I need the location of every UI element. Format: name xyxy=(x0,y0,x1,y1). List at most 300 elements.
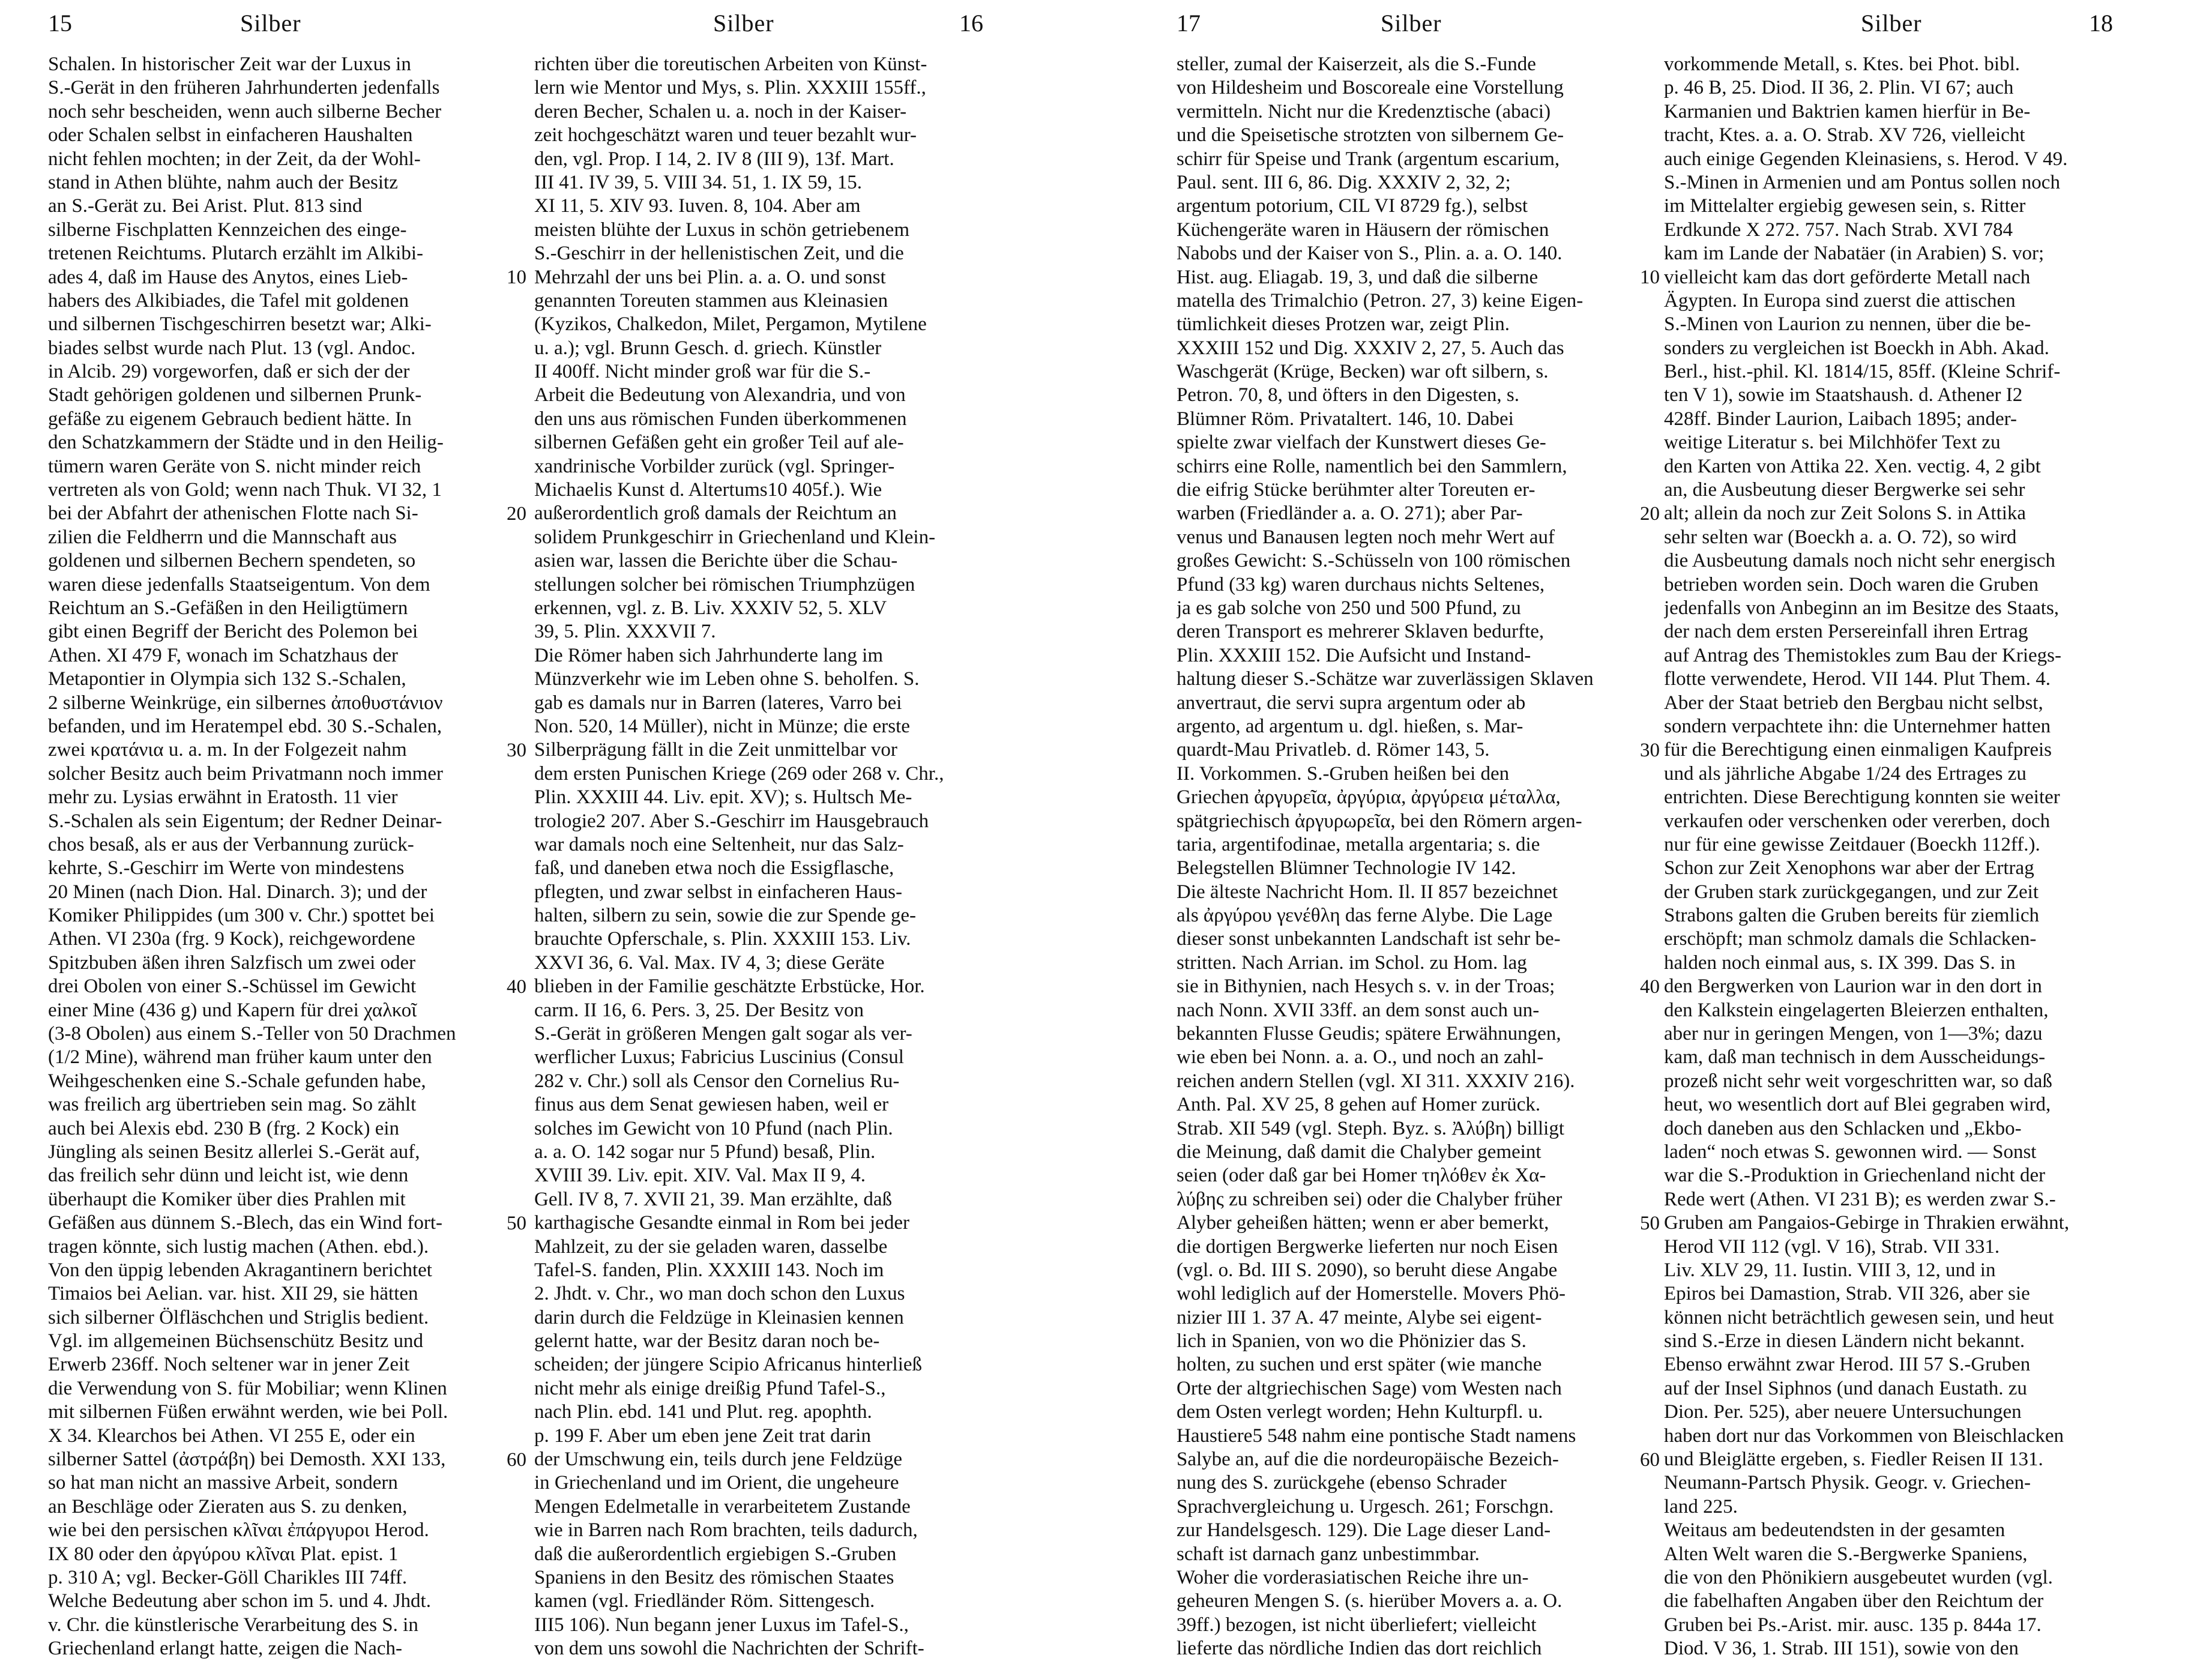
text-line: Weitaus am bedeutendsten in der gesamten xyxy=(1664,1519,2006,1542)
text-line: tümern waren Geräte von S. nicht minder reich xyxy=(48,455,421,477)
text-line: noch sehr bescheiden, wenn auch silberne Becher xyxy=(48,100,442,122)
text-line: Non. 520, 14 Müller), nicht in Münze; die erste xyxy=(534,715,910,737)
text-line: werflicher Luxus; Fabricius Luscinius (Consul xyxy=(534,1046,904,1069)
text-line: 428ff. Binder Laurion, Laibach 1895; ander- xyxy=(1664,408,2017,430)
text-line: was freilich arg übertrieben sein mag. So zählt xyxy=(48,1094,417,1116)
line-number-marker: 30 xyxy=(1640,739,1660,761)
text-line: ten V 1), sowie im Staatshaush. d. Athener I2 xyxy=(1664,384,2023,406)
text-line: biades selbst wurde nach Plut. 13 (vgl. Andoc. xyxy=(48,337,416,359)
text-line: Schon zur Zeit Xenophons war aber der Ertrag xyxy=(1664,857,2034,879)
text-line: die Verwendung von S. für Mobiliar; wenn Klinen xyxy=(48,1377,447,1399)
page-number-17: 17 xyxy=(1177,10,1201,37)
text-line: wohl lediglich auf der Homerstelle. Movers Phö- xyxy=(1177,1283,1566,1305)
text-line: haben dort nur das Vorkommen von Bleischlacken xyxy=(1664,1424,2064,1447)
text-line: stellungen solcher bei römischen Triumphzügen xyxy=(534,573,915,595)
text-line: den Karten von Attika 22. Xen. vectig. 4, 2 gibt xyxy=(1664,455,2041,477)
text-line: prozeß nicht sehr weit vorgeschritten war, so daß xyxy=(1664,1070,2052,1092)
text-line: war die S.-Produktion in Griechenland nicht der xyxy=(1664,1165,2046,1187)
text-line: erschöpft; man schmolz damals die Schlacken- xyxy=(1664,928,2037,950)
text-line: Alyber geheißen hätten; wenn er aber bemerkt, xyxy=(1177,1212,1549,1234)
running-head-right-2: Silber xyxy=(1861,10,1922,37)
text-line: außerordentlich groß damals der Reichtum an xyxy=(534,502,897,525)
text-line: X 34. Klearchos bei Athen. VI 255 E, oder ein xyxy=(48,1424,415,1447)
text-line: zilien die Feldherrn und die Mannschaft aus xyxy=(48,526,397,548)
text-line: Ägypten. In Europa sind zuerst die attischen xyxy=(1664,289,2016,312)
text-line: IX 80 oder den ἀργύρου κλῖναι Plat. epist. 1 xyxy=(48,1543,399,1565)
text-line: Plin. XXXIII 152. Die Aufsicht und Instand- xyxy=(1177,644,1531,666)
text-line: Spaniens in den Besitz des römischen Staates xyxy=(534,1567,894,1588)
text-line: dem ersten Punischen Kriege (269 oder 268 v. Chr., xyxy=(534,762,944,785)
text-line: Silberprägung fällt in die Zeit unmittelbar vor xyxy=(534,739,897,761)
text-line: weitige Literatur s. bei Milchhöfer Text zu xyxy=(1664,432,2001,454)
right-page-header xyxy=(1177,8,2113,38)
text-line: S.-Geschirr in der hellenistischen Zeit, und die xyxy=(534,243,904,265)
text-line: den, vgl. Prop. I 14, 2. IV 8 (III 9), 13f. Mart. xyxy=(534,148,894,170)
text-line: drei Obolen von einer S.-Schüssel im Gewicht xyxy=(48,975,417,998)
text-line: 39, 5. Plin. XXXVII 7. xyxy=(534,621,716,643)
text-line: wie bei den persischen κλῖναι ἐπάργυροι Herod. xyxy=(48,1519,429,1542)
text-line: u. a.); vgl. Brunn Gesch. d. griech. Künstler xyxy=(534,337,882,359)
text-line: auf Antrag des Themistokles zum Bau der Kriegs- xyxy=(1664,644,2061,666)
text-line: haltung dieser S.-Schätze war zuverlässigen Sklaven xyxy=(1177,668,1594,690)
text-line: laden“ noch etwas S. gewonnen wird. — Sonst xyxy=(1664,1141,2037,1163)
text-line: war damals noch eine Seltenheit, nur das Salz- xyxy=(534,833,904,855)
text-line: trologie2 207. Aber S.-Geschirr im Hausgebrauch xyxy=(534,810,929,832)
text-line: blieben in der Familie geschätzte Erbstücke, Hor. xyxy=(534,975,925,998)
left-page-column-2 xyxy=(534,53,990,1661)
text-line: p. 199 F. Aber um eben jene Zeit trat darin xyxy=(534,1424,871,1447)
text-line: die Meinung, daß damit die Chalyber gemeint xyxy=(1177,1141,1541,1163)
text-line: silberner Sattel (ἀστράβη) bei Demosth. XXI 133, xyxy=(48,1448,446,1471)
text-line: befanden, und im Heratempel ebd. 30 S.-Schalen, xyxy=(48,715,442,737)
text-line: überhaupt die Komiker über dies Prahlen mit xyxy=(48,1188,406,1210)
text-line: einer Mine (436 g) und Kapern für drei χαλκοῖ xyxy=(48,999,417,1021)
text-line: Salybe an, auf die die nordeuropäische Bezeich- xyxy=(1177,1448,1559,1471)
text-line: nung des S. zurückgehe (ebenso Schrader xyxy=(1177,1472,1507,1494)
text-line: die fabelhaften Angaben über den Reichtum der xyxy=(1664,1590,2044,1612)
text-line: darin durch die Feldzüge in Kleinasien kennen xyxy=(534,1306,904,1328)
text-line: ades 4, daß im Hause des Anytos, eines Lieb- xyxy=(48,266,408,288)
text-line: entrichten. Diese Berechtigung konnten sie weiter xyxy=(1664,786,2060,809)
text-line: gab es damals nur in Barren (lateres, Varro bei xyxy=(534,692,902,714)
text-line: III5 106). Nun begann jener Luxus im Tafel-S., xyxy=(534,1614,909,1636)
text-line: kam im Lande der Nabatäer (in Arabien) S. vor; xyxy=(1664,243,2045,265)
text-line: gefäße zu eigenem Gebrauch bedient hätte. In xyxy=(48,408,412,430)
text-line: dieser sonst unbekannten Landschaft ist sehr be- xyxy=(1177,928,1561,950)
text-line: und Bleiglätte ergeben, s. Fiedler Reisen II 131. xyxy=(1664,1448,2043,1471)
text-line: Ebenso erwähnt zwar Herod. III 57 S.-Gruben xyxy=(1664,1354,2031,1376)
text-line: pflegten, und zwar selbst in einfacheren Haus- xyxy=(534,881,903,903)
running-head-left: Silber xyxy=(240,10,301,37)
line-number-marker: 20 xyxy=(507,502,526,525)
text-line: alt; allein da noch zur Zeit Solons S. in Attika xyxy=(1664,502,2027,525)
right-page xyxy=(1177,0,2113,1660)
text-line: Welche Bedeutung aber schon im 5. und 4. Jhdt. xyxy=(48,1590,431,1612)
page-number-16: 16 xyxy=(959,10,983,37)
text-line: den uns aus römischen Funden überkommenen xyxy=(534,408,907,430)
text-line: vertreten als von Gold; wenn nach Thuk. VI 32, 1 xyxy=(48,479,442,501)
text-line: goldenen und silbernen Bechern spendeten, so xyxy=(48,550,416,572)
text-line: Aber der Staat betrieb den Bergbau nicht selbst, xyxy=(1664,692,2043,714)
text-line: sich silberner Ölfläschchen und Striglis bedient. xyxy=(48,1306,429,1328)
text-line: an Beschläge oder Zieraten aus S. zu denken, xyxy=(48,1495,408,1518)
text-line: tragen könnte, sich lustig machen (Athen. ebd.). xyxy=(48,1235,429,1258)
text-line: Erwerb 236ff. Noch seltener war in jener Zeit xyxy=(48,1354,410,1376)
text-line: wie in Barren nach Rom brachten, teils dadurch, xyxy=(534,1519,918,1542)
text-line: II 400ff. Nicht minder groß war für die S.- xyxy=(534,361,871,383)
text-line: betrieben worden sein. Doch waren die Gruben xyxy=(1664,573,2039,595)
text-line: sind S.-Erze in diesen Ländern nicht bekannt. xyxy=(1664,1330,2025,1352)
left-page-column-1 xyxy=(48,53,504,1661)
text-line: Erdkunde X 272. 757. Nach Strab. XVI 784 xyxy=(1664,219,2013,241)
text-line: solcher Besitz auch beim Privatmann noch immer xyxy=(48,762,443,785)
text-line: II. Vorkommen. S.-Gruben heißen bei den xyxy=(1177,762,1510,785)
text-line: Griechenland erlangt hatte, zeigen die Nach- xyxy=(48,1638,403,1660)
text-line: Küchengeräte waren in Häusern der römischen xyxy=(1177,219,1549,241)
text-line: Herod VII 112 (vgl. V 16), Strab. VII 331. xyxy=(1664,1235,2000,1258)
text-line: gelernt hatte, war der Besitz daran noch be- xyxy=(534,1330,880,1352)
text-line: zeit hochgeschätzt waren und teuer bezahlt wur- xyxy=(534,124,917,146)
text-line: S.-Minen von Laurion zu nennen, über die be- xyxy=(1664,313,2031,336)
text-line: Jüngling als seinen Besitz allerlei S.-Gerät auf, xyxy=(48,1141,420,1163)
text-line: lern wie Mentor und Mys, s. Plin. XXXIII 155ff., xyxy=(534,77,926,99)
text-line: meisten blühte der Luxus in schön getriebenem xyxy=(534,219,910,241)
text-line: genannten Toreuten stammen aus Kleinasien xyxy=(534,289,888,312)
text-line: in Griechenland und im Orient, die ungeheure xyxy=(534,1472,899,1494)
text-line: spielte zwar vielfach der Kunstwert dieses Ge- xyxy=(1177,432,1546,454)
text-line: den Bergwerken von Laurion war in den dort in xyxy=(1664,975,2042,998)
text-line: S.-Gerät in größeren Mengen galt sogar als ver- xyxy=(534,1023,912,1045)
text-line: asien war, lassen die Berichte über die Schau- xyxy=(534,550,898,572)
text-line: Komiker Philippides (um 300 v. Chr.) spottet bei xyxy=(48,905,435,927)
text-line: deren Becher, Schalen u. a. noch in der Kaiser- xyxy=(534,100,907,122)
text-line: wie eben bei Nonn. a. a. O., und noch an zahl- xyxy=(1177,1046,1544,1069)
text-line: nicht fehlen mochten; in der Zeit, da der Wohl- xyxy=(48,148,421,170)
text-line: Von den üppig lebenden Akragantinern berichtet xyxy=(48,1259,432,1281)
line-number-marker: 30 xyxy=(507,739,526,761)
text-line: auch einige Gegenden Kleinasiens, s. Herod. V 49. xyxy=(1664,148,2068,170)
text-line: Belegstellen Blümner Technologie IV 142. xyxy=(1177,857,1516,879)
text-line: waren diese jedenfalls Staatseigentum. Von dem xyxy=(48,573,430,595)
text-line: (vgl. o. Bd. III S. 2090), so beruht diese Angabe xyxy=(1177,1259,1558,1281)
text-line: silberne Fischplatten Kennzeichen des einge- xyxy=(48,219,407,241)
text-line: und die Speisetische strotzten von silbernem Ge- xyxy=(1177,124,1564,146)
text-line: in Alcib. 29) vorgeworfen, daß er sich der der xyxy=(48,361,410,383)
text-line: Liv. XLV 29, 11. Iustin. VIII 3, 12, und in xyxy=(1664,1259,1996,1281)
text-line: Gruben bei Ps.-Arist. mir. ausc. 135 p. 844a 17. xyxy=(1664,1614,2042,1636)
text-line: holten, zu suchen und erst später (wie manche xyxy=(1177,1354,1542,1376)
text-line: die von den Phönikiern ausgebeutet wurden (vgl. xyxy=(1664,1567,2053,1588)
text-line: anvertraut, die servi supra argentum oder ab xyxy=(1177,692,1526,714)
text-line: p. 46 B, 25. Diod. II 36, 2. Plin. VI 67; auch xyxy=(1664,77,2014,99)
text-line: warben (Friedländer a. a. O. 271); aber Par- xyxy=(1177,502,1523,525)
text-line: gibt einen Begriff der Bericht des Polemon bei xyxy=(48,621,418,643)
text-line: Die älteste Nachricht Hom. Il. II 857 bezeichnet xyxy=(1177,881,1558,903)
text-line: Gefäßen aus dünnem S.-Blech, das ein Wind fort- xyxy=(48,1212,442,1234)
text-line: S.-Gerät in den früheren Jahrhunderten jedenfalls xyxy=(48,77,440,99)
text-line: Berl., hist.-phil. Kl. 1814/15, 85ff. (Kleine Schrif- xyxy=(1664,361,2061,383)
text-line: III 41. IV 39, 5. VIII 34. 51, 1. IX 59, 15. xyxy=(534,171,862,193)
text-line: bei der Abfahrt der athenischen Flotte nach Si- xyxy=(48,502,418,525)
page-number-18: 18 xyxy=(2089,10,2113,37)
text-line: Michaelis Kunst d. Altertums10 405f.). Wie xyxy=(534,479,882,501)
text-line: Karmanien und Baktrien kamen hierfür in Be- xyxy=(1664,100,2031,122)
left-page-header xyxy=(48,8,990,38)
text-line: kam, daß man technisch in dem Ausscheidungs- xyxy=(1664,1046,2046,1069)
text-line: so hat man nicht an massive Arbeit, sondern xyxy=(48,1472,398,1494)
text-line: solidem Prunkgeschirr in Griechenland und Klein- xyxy=(534,526,936,548)
text-line: Strab. XII 549 (vgl. Steph. Byz. s. Ἀλύβη) billigt xyxy=(1177,1117,1564,1139)
text-line: S.-Schalen als sein Eigentum; der Redner Deinar- xyxy=(48,810,442,832)
text-line: den Kalkstein eingelagerten Bleierzen enthalten, xyxy=(1664,999,2049,1021)
text-line: Paul. sent. III 6, 86. Dig. XXXIV 2, 32, 2; xyxy=(1177,171,1511,193)
text-line: a. a. O. 142 sogar nur 5 Pfund) besaß, Plin. xyxy=(534,1141,876,1163)
text-line: geheuren Mengen S. (s. hierüber Movers a. a. O. xyxy=(1177,1590,1563,1612)
text-line: Timaios bei Aelian. var. hist. XII 29, sie hätten xyxy=(48,1283,418,1305)
text-line: großes Gewicht: S.-Schüsseln von 100 römischen xyxy=(1177,550,1571,572)
text-line: verkaufen oder verschenken oder vererben, doch xyxy=(1664,810,2051,832)
text-line: Nabobs und der Kaiser von S., Plin. a. a. O. 140. xyxy=(1177,243,1563,265)
text-line: matella des Trimalchio (Petron. 27, 3) keine Eigen- xyxy=(1177,289,1584,312)
text-line: flotte verwendete, Herod. VII 144. Plut Them. 4. xyxy=(1664,668,2051,690)
text-line: zur Handelsgesch. 129). Die Lage dieser Land- xyxy=(1177,1519,1551,1542)
text-line: an, die Ausbeutung dieser Bergwerke sei sehr xyxy=(1664,479,2025,501)
text-line: seien (oder daß gar bei Homer τηλόθεν ἐκ Χα- xyxy=(1177,1165,1546,1187)
line-number-marker: 40 xyxy=(507,975,526,998)
text-line: das freilich sehr dünn und leicht ist, wie denn xyxy=(48,1165,409,1187)
text-line: Petron. 70, 8, und öfters in den Digesten, s. xyxy=(1177,384,1520,406)
text-line: als ἀργύρου γενέθλη das ferne Alybe. Die Lage xyxy=(1177,905,1553,927)
text-line: richten über die toreutischen Arbeiten von Künst- xyxy=(534,53,927,75)
text-line: steller, zumal der Kaiserzeit, als die S.-Funde xyxy=(1177,53,1536,75)
text-line: der nach dem ersten Persereinfall ihren Ertrag xyxy=(1664,621,2028,643)
running-head-right: Silber xyxy=(1381,10,1442,37)
text-line: taria, argentifodinae, metalla argentaria; s. die xyxy=(1177,833,1540,855)
text-line: doch daneben aus den Schlacken und „Ekbo- xyxy=(1664,1117,2022,1139)
text-line: tümlichkeit dieses Protzen war, zeigt Plin. xyxy=(1177,313,1510,336)
text-line: Epiros bei Damastion, Strab. VII 326, aber sie xyxy=(1664,1283,2030,1305)
text-line: mehr zu. Lysias erwähnt in Eratosth. 11 vier xyxy=(48,786,398,809)
text-line: von dem uns sowohl die Nachrichten der Schrift- xyxy=(534,1638,924,1660)
text-line: nach Nonn. XVII 33ff. an dem sonst auch un- xyxy=(1177,999,1540,1021)
text-line: XVIII 39. Liv. epit. XIV. Val. Max II 9, 4. xyxy=(534,1165,866,1187)
text-line: der Umschwung ein, teils durch jene Feldzüge xyxy=(534,1448,903,1471)
text-line: Weihgeschenken eine S.-Schale gefunden habe, xyxy=(48,1070,426,1092)
text-line: schirrs eine Rolle, namentlich bei den Sammlern, xyxy=(1177,455,1567,477)
text-line: für die Berechtigung einen einmaligen Kaufpreis xyxy=(1664,739,2052,761)
text-line: stritten. Nach Arrian. im Schol. zu Hom. lag xyxy=(1177,951,1527,974)
text-line: nach Plin. ebd. 141 und Plut. reg. apophth. xyxy=(534,1401,872,1423)
text-line: sondern verpachtete ihn: die Unternehmer hatten xyxy=(1664,715,2051,737)
text-line: Blümner Röm. Privataltert. 146, 10. Dabei xyxy=(1177,408,1514,430)
text-line: schirr für Speise und Trank (argentum escarium, xyxy=(1177,148,1560,170)
text-line: an S.-Gerät zu. Bei Arist. Plut. 813 sind xyxy=(48,195,363,217)
text-line: (3-8 Obolen) aus einem S.-Teller von 50 Drachmen xyxy=(48,1023,456,1045)
text-line: v. Chr. die künstlerische Verarbeitung des S. in xyxy=(48,1614,418,1636)
text-line: finus aus dem Senat gewiesen haben, weil er xyxy=(534,1094,889,1116)
text-line: λύβης zu schreiben sei) oder die Chalyber früher xyxy=(1177,1188,1563,1210)
text-line: argentum potorium, CIL VI 8729 fg.), selbst xyxy=(1177,195,1528,217)
text-line: auf der Insel Siphnos (und danach Eustath. zu xyxy=(1664,1377,2027,1399)
text-line: Rede wert (Athen. VI 231 B); es werden zwar S.- xyxy=(1664,1188,2056,1210)
text-line: und als jährliche Abgabe 1/24 des Ertrages zu xyxy=(1664,762,2027,785)
text-line: die Ausbeutung damals noch nicht sehr energisch xyxy=(1664,550,2055,572)
text-line: Metapontier in Olympia sich 132 S.-Schalen, xyxy=(48,668,406,690)
text-line: Gruben am Pangaios-Gebirge in Thrakien erwähnt, xyxy=(1664,1212,2070,1234)
text-line: XXXIII 152 und Dig. XXXIV 2, 27, 5. Auch das xyxy=(1177,337,1564,359)
text-line: daß die außerordentlich ergiebigen S.-Gruben xyxy=(534,1543,897,1565)
text-line: den Schatzkammern der Städte und in den Heilig- xyxy=(48,432,444,454)
text-line: Athen. XI 479 F, wonach im Schatzhaus der xyxy=(48,644,398,666)
text-line: ja es gab solche von 250 und 500 Pfund, zu xyxy=(1177,597,1521,619)
line-number-marker: 50 xyxy=(1640,1212,1660,1234)
text-line: p. 310 A; vgl. Becker-Göll Charikles III 74ff. xyxy=(48,1567,408,1588)
text-line: Dion. Per. 525), aber neuere Untersuchungen xyxy=(1664,1401,2022,1423)
line-number-marker: 50 xyxy=(507,1212,526,1234)
text-line: stand in Athen blühte, nahm auch der Besitz xyxy=(48,171,398,193)
left-page xyxy=(48,0,990,1660)
text-line: land 225. xyxy=(1664,1495,1738,1518)
text-line: aber nur in geringen Mengen, von 1—3%; dazu xyxy=(1664,1023,2043,1045)
text-line: chos besaß, als er aus der Verbannung zurück- xyxy=(48,833,414,855)
text-line: die eifrig Stücke berühmter alter Toreuten er- xyxy=(1177,479,1535,501)
text-line: Münzverkehr wie im Leben ohne S. beholfen. S. xyxy=(534,668,920,690)
text-line: Mehrzahl der uns bei Plin. a. a. O. und sonst xyxy=(534,266,886,288)
text-line: Alten Welt waren die S.-Bergwerke Spaniens, xyxy=(1664,1543,2028,1565)
text-line: Die Römer haben sich Jahrhunderte lang im xyxy=(534,644,883,666)
text-line: Spitzbuben äßen ihren Salzfisch um zwei oder xyxy=(48,951,416,974)
text-line: nizier III 1. 37 A. 47 meinte, Alybe sei eigent- xyxy=(1177,1306,1542,1328)
text-line: Stadt gehörigen goldenen und silbernen Prunk- xyxy=(48,384,422,406)
text-line: im Mittelalter ergiebig gewesen sein, s. Ritter xyxy=(1664,195,2026,217)
text-line: Haustiere5 548 nahm eine pontische Stadt namens xyxy=(1177,1424,1576,1447)
text-line: Neumann-Partsch Physik. Geogr. v. Griechen- xyxy=(1664,1472,2031,1494)
text-line: brauchte Opferschale, s. Plin. XXXIII 153. Liv. xyxy=(534,928,911,950)
text-line: Diod. V 36, 1. Strab. III 151), sowie von den xyxy=(1664,1638,2019,1660)
text-line: quardt-Mau Privatleb. d. Römer 143, 5. xyxy=(1177,739,1490,761)
text-line: sonders zu vergleichen ist Boeckh in Abh. Akad. xyxy=(1664,337,2049,359)
running-head-left-2: Silber xyxy=(713,10,774,37)
text-line: Mengen Edelmetalle in verarbeitetem Zustande xyxy=(534,1495,911,1518)
text-line: 282 v. Chr.) soll als Censor den Cornelius Ru- xyxy=(534,1070,900,1092)
page-number-15: 15 xyxy=(48,10,72,37)
right-page-column-2 xyxy=(1664,53,2120,1661)
text-line: deren Transport es mehrerer Sklaven bedurfte, xyxy=(1177,621,1544,643)
text-line: jedenfalls von Anbeginn an im Besitze des Staats, xyxy=(1664,597,2060,619)
text-line: venus und Banausen legten noch mehr Wert auf xyxy=(1177,526,1555,548)
text-line: auch bei Alexis ebd. 230 B (frg. 2 Kock) ein xyxy=(48,1117,400,1139)
text-line: Strabons galten die Gruben bereits für ziemlich xyxy=(1664,905,2039,927)
text-line: dem Osten verlegt worden; Hehn Kulturpfl. u. xyxy=(1177,1401,1543,1423)
text-line: der Gruben stark zurückgegangen, und zur Zeit xyxy=(1664,881,2039,903)
line-number-marker: 60 xyxy=(1640,1448,1660,1471)
text-line: tracht, Ktes. a. a. O. Strab. XV 726, vielleicht xyxy=(1664,124,2025,146)
text-line: bekannten Flusse Geudis; spätere Erwähnungen, xyxy=(1177,1023,1561,1045)
text-line: und silbernen Tischgeschirren besetzt war; Alki- xyxy=(48,313,432,336)
text-line: 2 silberne Weinkrüge, ein silbernes ἀποθυστάνιον xyxy=(48,692,443,714)
text-line: scheiden; der jüngere Scipio Africanus hinterließ xyxy=(534,1354,923,1376)
text-line: karthagische Gesandte einmal in Rom bei jeder xyxy=(534,1212,909,1234)
text-line: Waschgerät (Krüge, Becken) war oft silbern, s. xyxy=(1177,361,1549,383)
line-number-marker: 10 xyxy=(1640,266,1660,288)
text-line: spätgriechisch ἀργυρωρεῖα, bei den Römern argen- xyxy=(1177,810,1582,832)
text-line: Orte der altgriechischen Sage) vom Westen nach xyxy=(1177,1377,1562,1399)
text-line: halten, silbern zu sein, sowie die zur Spende ge- xyxy=(534,905,916,927)
text-line: Plin. XXXIII 44. Liv. epit. XV); s. Hultsch Me- xyxy=(534,786,912,809)
text-line: 20 Minen (nach Dion. Hal. Dinarch. 3); und der xyxy=(48,881,427,903)
text-line: oder Schalen selbst in einfacheren Haushalten xyxy=(48,124,413,146)
text-line: schaft ist darnach ganz unbestimmbar. xyxy=(1177,1543,1480,1565)
text-line: Athen. VI 230a (frg. 9 Kock), reichgewordene xyxy=(48,928,415,950)
text-line: lieferte das nördliche Indien das dort reichlich xyxy=(1177,1638,1542,1660)
text-line: Sprachvergleichung u. Urgesch. 261; Forschgn. xyxy=(1177,1495,1554,1518)
text-line: 39ff.) bezogen, ist nicht überliefert; vielleicht xyxy=(1177,1614,1537,1636)
text-line: (Kyzikos, Chalkedon, Milet, Pergamon, Mytilene xyxy=(534,313,927,336)
text-line: sehr selten war (Boeckh a. a. O. 72), so wird xyxy=(1664,526,2017,548)
text-line: nicht mehr als einige dreißig Pfund Tafel-S., xyxy=(534,1377,886,1399)
text-line: Vgl. im allgemeinen Büchsenschütz Besitz und xyxy=(48,1330,424,1352)
text-line: zwei κρατάνια u. a. m. In der Folgezeit nahm xyxy=(48,739,407,761)
text-line: XI 11, 5. XIV 93. Iuven. 8, 104. Aber am xyxy=(534,195,861,217)
text-line: Woher die vorderasiatischen Reiche ihre un- xyxy=(1177,1567,1529,1588)
text-line: solches im Gewicht von 10 Pfund (nach Plin. xyxy=(534,1117,893,1139)
text-line: habers des Alkibiades, die Tafel mit goldenen xyxy=(48,289,409,312)
text-line: carm. II 16, 6. Pers. 3, 25. Der Besitz von xyxy=(534,999,864,1021)
text-line: 2. Jhdt. v. Chr., wo man doch schon den Luxus xyxy=(534,1283,905,1305)
text-line: vorkommende Metall, s. Ktes. bei Phot. bibl. xyxy=(1664,53,2021,75)
text-line: Pfund (33 kg) waren durchaus nichts Seltenes, xyxy=(1177,573,1545,595)
text-line: reichen andern Stellen (vgl. XI 311. XXXIV 216). xyxy=(1177,1070,1575,1092)
text-line: silbernen Gefäßen geht ein großer Teil auf ale- xyxy=(534,432,904,454)
text-line: Mahlzeit, zu der sie geladen waren, dasselbe xyxy=(534,1235,888,1258)
text-line: vielleicht kam das dort geförderte Metall nach xyxy=(1664,266,2031,288)
text-line: S.-Minen in Armenien und am Pontus sollen noch xyxy=(1664,171,2060,193)
text-line: (1/2 Mine), während man früher kaum unter den xyxy=(48,1046,432,1069)
text-line: xandrinische Vorbilder zurück (vgl. Springer- xyxy=(534,455,895,477)
line-number-marker: 60 xyxy=(507,1448,526,1471)
text-line: erkennen, vgl. z. B. Liv. XXXIV 52, 5. XLV xyxy=(534,597,887,619)
text-line: sie in Bithynien, nach Hesych s. v. in der Troas; xyxy=(1177,975,1555,998)
line-number-marker: 10 xyxy=(507,266,526,288)
text-line: von Hildesheim und Boscoreale eine Vorstellung xyxy=(1177,77,1564,99)
text-line: Tafel-S. fanden, Plin. XXXIII 143. Noch im xyxy=(534,1259,884,1281)
text-line: faß, und daneben etwa noch die Essigflasche, xyxy=(534,857,894,879)
line-number-marker: 40 xyxy=(1640,975,1660,998)
text-line: vermitteln. Nicht nur die Kredenztische (abaci) xyxy=(1177,100,1551,122)
text-line: können nicht beträchtlich gewesen sein, und heut xyxy=(1664,1306,2054,1328)
text-line: Gell. IV 8, 7. XVII 21, 39. Man erzählte, daß xyxy=(534,1188,892,1210)
text-line: argento, ad argentum u. dgl. hießen, s. Mar- xyxy=(1177,715,1523,737)
text-line: XXVI 36, 6. Val. Max. IV 4, 3; diese Geräte xyxy=(534,951,885,974)
text-line: nur für eine gewisse Zeitdauer (Boeckh 112ff.). xyxy=(1664,833,2040,855)
text-line: Griechen ἀργυρεῖα, ἀργύρια, ἀργύρεια μέταλλα, xyxy=(1177,786,1561,809)
right-page-column-1 xyxy=(1177,53,1639,1661)
text-line: halden noch einmal aus, s. IX 399. Das S. in xyxy=(1664,951,2016,974)
text-line: Hist. aug. Eliagab. 19, 3, und daß die silberne xyxy=(1177,266,1538,288)
text-line: Anth. Pal. XV 25, 8 gehen auf Homer zurück. xyxy=(1177,1094,1541,1116)
text-line: tretenen Reichtums. Plutarch erzählt im Alkibi- xyxy=(48,243,424,265)
text-line: die dortigen Bergwerke lieferten nur noch Eisen xyxy=(1177,1235,1558,1258)
text-line: kamen (vgl. Friedländer Röm. Sittengesch. xyxy=(534,1590,875,1612)
text-line: kehrte, S.-Geschirr im Werte von mindestens xyxy=(48,857,405,879)
text-line: Schalen. In historischer Zeit war der Luxus in xyxy=(48,53,411,75)
text-line: lich in Spanien, von wo die Phönizier das S. xyxy=(1177,1330,1526,1352)
text-line: Reichtum an S.-Gefäßen in den Heiligtümern xyxy=(48,597,408,619)
text-line: Arbeit die Bedeutung von Alexandria, und von xyxy=(534,384,906,406)
text-line: mit silbernen Füßen erwähnt werden, wie bei Poll. xyxy=(48,1401,448,1423)
book-gutter xyxy=(1068,0,1135,1556)
line-number-marker: 20 xyxy=(1640,502,1660,525)
